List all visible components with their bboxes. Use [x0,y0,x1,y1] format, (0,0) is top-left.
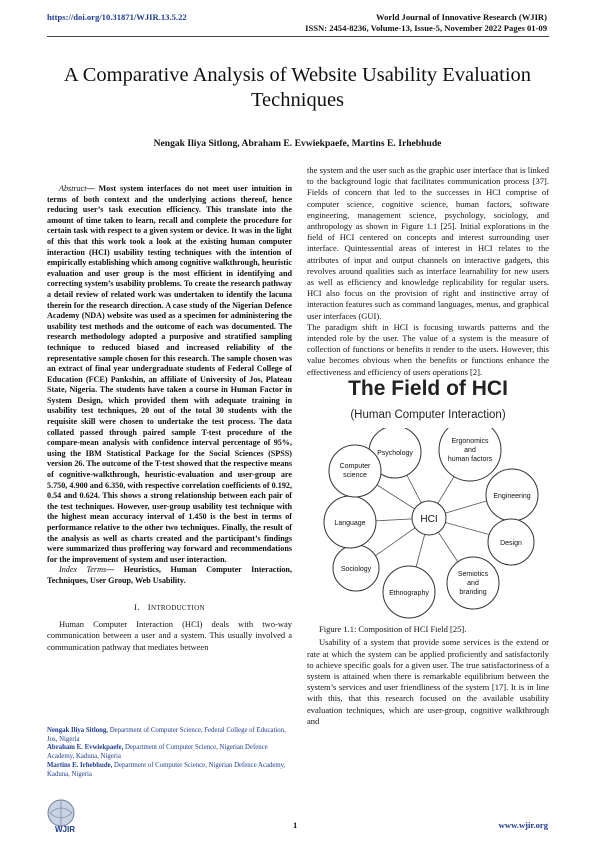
language-label: Language [334,519,366,527]
figure-caption: Figure 1.1: Composition of HCI Field [25]. [319,623,467,634]
doi-link[interactable]: https://doi.org/10.31871/WJIR.13.5.22 [47,12,187,22]
engineering-label: Engineering [493,492,531,500]
affiliation-3-text: Department of Computer Science, Nigerian Defence Academy, Kaduna, Nigeria [47,761,286,778]
right-column [307,165,549,727]
journal-name: World Journal of Innovative Research (WJIR) [376,12,547,22]
section-title-initial: I [147,601,151,612]
design-label: Design [500,539,522,547]
paper-title: A Comparative Analysis of Website Usability Evaluation Techniques [63,64,532,111]
page-number: 1 [293,820,298,830]
affiliation-1-name: Nengak Iliya Sitlong, [47,727,108,734]
header-rule [47,36,549,37]
affiliation-2 [47,744,292,761]
affiliation-2-name: Abraham E. Evwiekpaefe, [47,744,124,752]
ergonomics-label-3: human factors [447,455,493,463]
hci-diagram [307,428,549,620]
affiliations [47,727,292,779]
right-paragraph-3: Usability of a system that provide some services is the extend or rate at which the system can be applied proficiently and satisfactorily to achieve specific goals for a given user. The true satisfactoriness of a system is attained when there is remarkable equilibrium between the system’s services and user friendliness of the system [17]. It is in line with this, that this research focused on the available usability evaluation techniques, which are user-group, cognitive walkthrough and [307,637,549,726]
ergonomics-label-2: and [464,446,476,454]
affiliation-1-text: Department of Computer Science, Federal College of Education, Jos, Nigeria [47,727,286,743]
semiotics-label-3: branding [459,588,487,596]
figure-subtitle: (Human Computer Interaction) [350,408,506,421]
wjir-logo [44,797,84,835]
index-terms [47,565,292,586]
abstract-text: — Most system interfaces do not meet user intuition in terms of both context and the underlying actions thereof, hence reducing user’s task execution efficiency. This translate into the amount of time taken to learn, recall and complete the procedure for certain task with respect to a given system or device. It was in the light of this that this work took a look at the existing human computer interaction (HCI) usability testing techniques with the intention of empirically establishing which among cognitive walkthrough, heuristic evaluation and user group is the most efficient in identifying and correcting system’s usability problems. To create the research pathway a detail review of related work was undertaken to identify the lacuna therein for the research direction. A case study of the Nigerian Defence Academy (NDA) website was used as a specimen for administering the usability test methods and the outcome of each was documented. The research methodology adopted a purposive and stratified sampling technique to reduced biased and increased reliability of the representative sample chosen for this research. The sample chosen was an extract of final year undergraduate students of Federal College of Education (FCE) Pankshin, an affiliate of University of Jos, Plateau State, Nigeria. The students have taken a course in Human Factor in System Design, which provided them with adequate training in usability test techniques, 20 out of the total 30 students with the requisite skill were chosen to undertake the test process. The data collated passed through paired sample T-test procedure of the compare-mean analysis with confidence interval percentage of 95%, using the IBM Statistical Package for the Social Sciences (SPSS) version 26. The outcome of the T-test showed that the respective means of cognitive-walkthrough, heuristic-evaluation and user-group are 5.750, 4.900 and 6.350, with respective correlation coefficients of 0.192, 0.54 and 0.624. This shows a strong relationship between each pair of the test techniques. However, user-group usability test technique with the highest mean accuracy interval of 1.450 is the best in terms of performance relative to the other two techniques. Finally, the result of the analysis as well as charts created and the participant’s findings were summarized thus proffering way forward and recommendations for the improvement of system and user interaction. [47,184,292,564]
abstract [47,184,292,565]
index-terms-text: — Heuristics, Human Computer Interaction, Techniques, User Group, Web Usability. [47,565,292,585]
psychology-label: Psychology [377,449,413,457]
right-paragraph-1: the system and the user such as the graphic user interface that is linked to the background logic that facilitates communication process [37]. Fields of concern that led to the successes in HCI comprise of computer science, cognitive science, human factors, software engineering, management science, psychology, sociology, and anthropology as shown in Figure 1.1 [25]. Initial explorations in the field of HCI centered on concepts and interest surrounding user interface. Quintessential areas of interest in HCI relates to the attributes of input and output channels on interactive gadgets, this revolves around qualities such as interface learnability for new users as well as efficiency and knowledge replicability for regular users. HCI also focus on the provision of right and instinctive array of interaction features such as command languages, menus, and graphical user interfaces (GUI). [307,165,549,321]
ergonomics-label-1: Ergonomics [451,437,489,445]
journal-issue: ISSN: 2454-8236, Volume-13, Issue-5, November 2022 Pages 01-09 [305,23,547,33]
affiliation-3-name: Martins E. Irhebhude, [47,761,113,769]
intro-paragraph: Human Computer Interaction (HCI) deals with two-way communication between a user and a system. This usually involved a communication pathway that mediates between [47,619,292,652]
ethnography-label: Ethnography [389,589,429,597]
abstract-lead: Abstract [59,184,87,193]
computer-science-label-1: Computer [339,462,371,470]
logo-text: WJIR [55,825,75,834]
hci-figure [307,376,549,620]
right-paragraph-2: The paradigm shift in HCI is focusing towards patterns and the intended role by the user. The value of a system is the measure of collection of functions or benefits it render to the users. However, this value becomes obvious when the benefits or functions enhance the effectiveness and efficiency of users operations [2]. [307,321,549,377]
semiotics-label-2: and [467,579,479,587]
computer-science-node [329,445,381,497]
affiliation-1 [47,727,292,744]
index-terms-lead: Index Terms [59,565,107,575]
ergonomics-node [439,428,501,481]
semiotics-label-1: Semiotics [457,570,489,578]
left-column [47,184,292,653]
journal-header [305,12,547,34]
section-title-rest: NTRODUCTION [150,603,205,612]
computer-science-label-2: science [343,471,367,479]
section-heading [47,602,292,614]
figure-title: The Field of HCI [348,376,508,400]
affiliation-3 [47,762,292,779]
sociology-label: Sociology [340,565,372,573]
hci-center-label: HCI [420,513,438,525]
section-number: I. [134,601,140,612]
affiliation-2-text: Department of Computer Science, Nigerian Defence Academy, Kaduna, Nigeria [47,744,268,761]
author-list: Nengak Iliya Sitlong, Abraham E. Evwiekpaefe, Martins E. Irhebhude [153,138,442,149]
journal-url[interactable]: www.wjir.org [498,820,548,830]
